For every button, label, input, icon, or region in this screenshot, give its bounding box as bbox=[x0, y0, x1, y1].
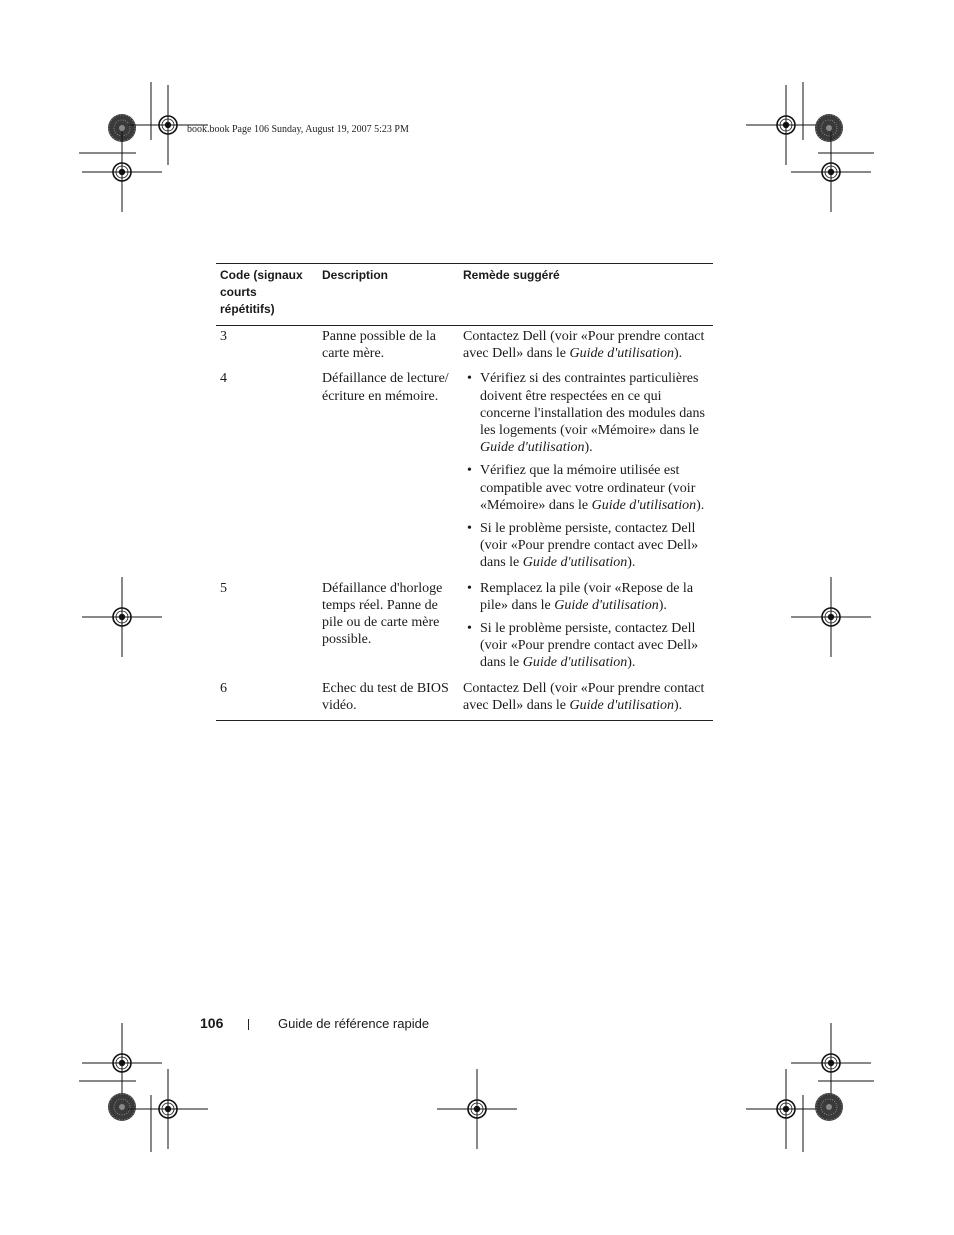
column-header-remedy: Remède suggéré bbox=[463, 268, 560, 282]
beep-code-table bbox=[216, 263, 713, 721]
remedy-list-item: • Vérifiez que la mémoire utilisée est compatible avec votre ordinateur (voir «Mémoire» dans le Guide d'utilisation). bbox=[480, 462, 709, 514]
footer-title: Guide de référence rapide bbox=[278, 1016, 430, 1031]
table-header-row bbox=[216, 264, 713, 326]
remedy-list-item: • Si le problème persiste, contactez Dell (voir «Pour prendre contact avec Dell» dans le Guide d'utilisation). bbox=[480, 520, 709, 572]
cell-description: Echec du test de BIOS vidéo. bbox=[322, 680, 449, 713]
footer-divider bbox=[248, 1019, 249, 1030]
remedy-list-item: • Vérifiez si des contraintes particulières doivent être respectées en ce qui concerne l'installation des modules dans les logements (voir «Mémoire» dans le Guide d'utilisation). bbox=[480, 370, 709, 456]
remedy-list bbox=[463, 580, 709, 672]
cell-remedy bbox=[459, 368, 713, 577]
column-header-description: Description bbox=[322, 268, 389, 282]
cell-code: 4 bbox=[220, 371, 227, 387]
cell-description: Panne possible de la carte mère. bbox=[322, 329, 436, 362]
print-slug: book.book Page 106 Sunday, August 19, 2007 5:23 PM bbox=[187, 124, 409, 135]
cell-description: Défaillance de lecture/écriture en mémoire. bbox=[322, 371, 449, 404]
table-row bbox=[216, 326, 713, 369]
remedy-list-item: • Si le problème persiste, contactez Dell (voir «Pour prendre contact avec Dell» dans le Guide d'utilisation). bbox=[480, 620, 709, 672]
cell-remedy: Contactez Dell (voir «Pour prendre contact avec Dell» dans le Guide d'utilisation). bbox=[463, 680, 705, 713]
remedy-list-item: • Remplacez la pile (voir «Repose de la pile» dans le Guide d'utilisation). bbox=[480, 580, 709, 614]
table-row bbox=[216, 678, 713, 721]
cell-remedy bbox=[459, 578, 713, 678]
cell-remedy: Contactez Dell (voir «Pour prendre contact avec Dell» dans le Guide d'utilisation). bbox=[463, 329, 705, 362]
column-header-code: Code (signaux courts répétitifs) bbox=[220, 268, 303, 316]
table-row bbox=[216, 368, 713, 577]
cell-code: 6 bbox=[220, 680, 227, 696]
cell-code: 3 bbox=[220, 329, 227, 344]
table-row bbox=[216, 578, 713, 678]
cell-description: Défaillance d'horloge temps réel. Panne de pile ou de carte mère possible. bbox=[322, 580, 443, 648]
remedy-list bbox=[463, 370, 709, 571]
page-number: 106 bbox=[200, 1015, 224, 1031]
cell-code: 5 bbox=[220, 580, 227, 596]
